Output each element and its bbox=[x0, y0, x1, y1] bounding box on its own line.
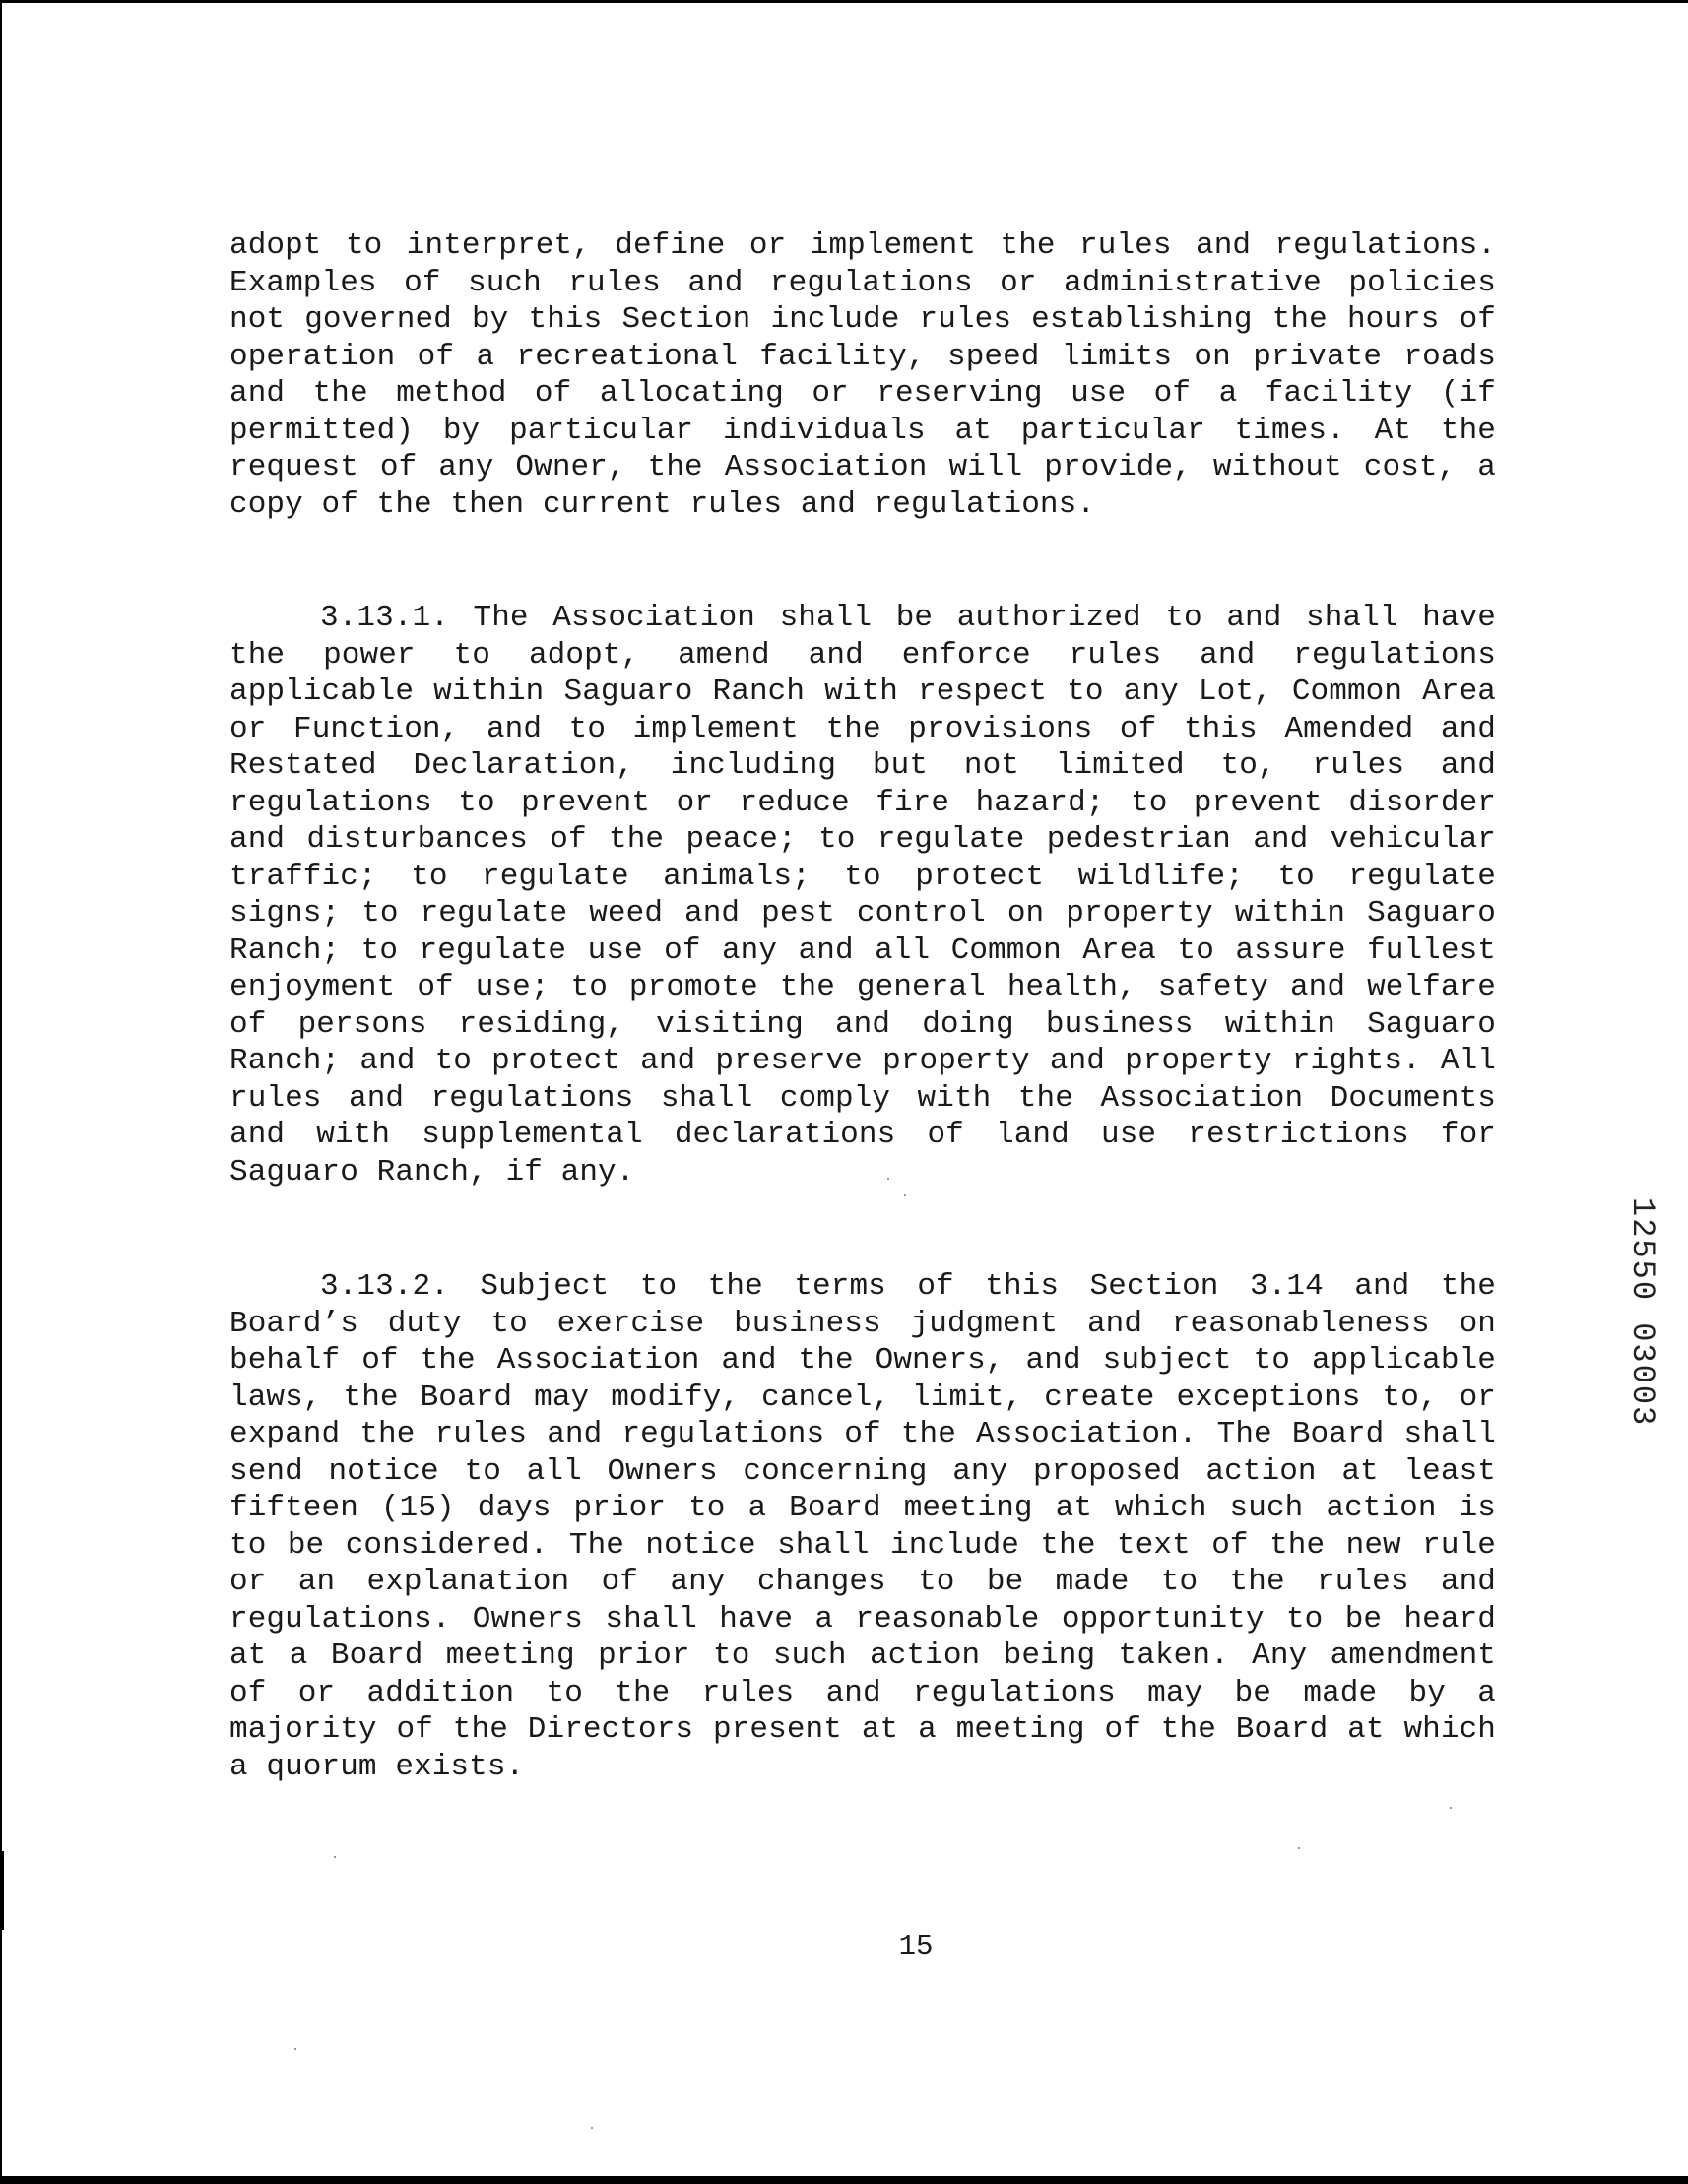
paragraph-3-13-1: 3.13.1. The Association shall be authorized to and shall have the power to adopt, amend and enforce rules and regulations applicable within Saguaro Ranch with respect to any Lot, Common Area or Function, and to implement the provisions of this Amended and Restated Declaration, including but not limited to, rules and regulations to prevent or reduce fire hazard; to prevent disorder and disturbances of the peace; to regulate pedestrian and vehicular traffic; to regulate animals; to protect wildlife; to regulate signs; to regulate weed and pest control on property within Saguaro Ranch; to regulate use of any and all Common Area to assure fullest enjoyment of use; to promote the general health, safety and welfare of persons residing, visiting and doing business within Saguaro Ranch; and to protect and preserve property and property rights. All rules and regulations shall comply with the Association Documents and with supplemental declarations of land use restrictions for Saguaro Ranch, if any. bbox=[229, 601, 1496, 1189]
paragraph-3-13-2: 3.13.2. Subject to the terms of this Section 3.14 and the Board’s duty to exercise business judgment and reasonableness on behalf of the Association and the Owners, and subject to applicable laws, the Board may modify, cancel, limit, create exceptions to, or expand the rules and regulations of the Association. The Board shall send notice to all Owners concerning any proposed action at least fifteen (15) days prior to a Board meeting at which such action is to be considered. The notice shall include the text of the new rule or an explanation of any changes to be made to the rules and regulations. Owners shall have a reasonable opportunity to be heard at a Board meeting prior to such action being taken. Any amendment of or addition to the rules and regulations may be made by a majority of the Directors present at a meeting of the Board at which a quorum exists. bbox=[229, 1269, 1496, 1784]
scan-border-bottom bbox=[0, 2176, 1688, 2184]
page-number: 15 bbox=[898, 1930, 934, 1962]
scan-speck bbox=[1298, 1847, 1300, 1849]
scan-speck bbox=[294, 2048, 296, 2050]
scan-speck bbox=[1450, 1807, 1452, 1809]
scan-speck bbox=[334, 1856, 336, 1858]
paragraph-continuation: adopt to interpret, define or implement the rules and regulations. Examples of such rules and regulations or administrative policies not governed by this Section include rules establishing the hours of operation of a recreational facility, speed limits on private roads and the method of allocating or reserving use of a facility (if permitted) by particular individuals at particular times. At the request of any Owner, the Association will provide, without cost, a copy of the then current rules and regulations. bbox=[229, 228, 1496, 522]
scan-speck bbox=[887, 1178, 889, 1180]
scan-edge-mark bbox=[0, 1851, 4, 1930]
document-recording-number: 12550 03003 bbox=[1624, 1197, 1660, 1428]
scan-border-top bbox=[0, 0, 1688, 3]
scan-speck bbox=[904, 1194, 906, 1196]
scan-speck bbox=[591, 2127, 593, 2129]
